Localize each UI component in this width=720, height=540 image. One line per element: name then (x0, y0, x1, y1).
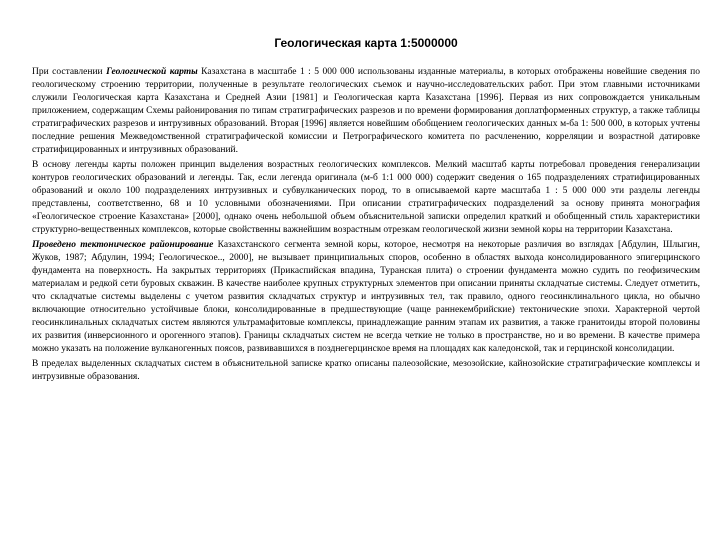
paragraph-2 (32, 159, 700, 237)
paragraph-3-text: Казахстанского сегмента земной коры, которое, несмотря на некоторые различия во взглядах [Абдулин, Шлыгин, Жуков, 1987; Абдулин, 1994; Геологическое.., 2000], не вызывает принципиальных споров, особенно в областях выхода консолидированного эпигерцинского фундамента на поверхность. На закрытых территориях (Прикаспийская впадина, Туранская плита) о строении фундамента можно судить по геофизическим материалам и редкой сети буровых скважин. В качестве наиболее крупных структурных элементов при описании приняты складчатые системы. Следует отметить, что складчатые системы выделены с учетом развития складчатых структур и интрузивных тел, так правило, одного геосинклинального цикла, но обычно включающие относительно устойчивые блоки, консолидированные в предшествующие (чаще раннекембрийские) тектонические эпохи. Характерной чертой геосинклинальных складчатых систем являются ультрамафитовые комплексы, принадлежащие ранним этапам их развития, а также гранитоиды второй половины их развития (инверсионного и орогенного этапов). Границы складчатых систем не всегда четкие не только в пространстве, но и во времени. В качестве примера можно указать на положение вулканогенных поясов, развивавшихся в позднегерцинское время на площадях как каледонской, так и герцинской консолидации. (32, 240, 701, 354)
paragraph-1 (32, 66, 700, 157)
document-page (32, 36, 700, 386)
paragraph-1-text: Казахстана в масштабе 1 : 5 000 000 использованы изданные материалы, в которых отображены новейшие сведения по геологическому строению территории, полученные в результате геологических съемок и научно-исследовательских работ. При этом главными источниками служили Геологическая карта Казахстана и Средней Азии [1981] и Геологическая карта Казахстана [1996]. Первая из них сопровождается уникальным приложением, содержащим Схемы районирования по типам стратиграфических разрезов и по времени формирования доплатформенных структур, а также таблицы стратиграфических разрезов и интрузивных образований. Вторая [1996] является новейшим обобщением геологических данных м-ба 1: 500 000, в которых учтены последние решения Межведомственной стратиграфической комиссии и Петрографического комитета по расчленению, корреляции и возрастной датировке стратифицированных и интрузивных образований. (32, 67, 700, 155)
paragraph-3 (32, 239, 700, 356)
paragraph-1-lead: Геологической карты (106, 67, 198, 77)
document-title: Геологическая карта 1:5000000 (274, 36, 458, 50)
paragraph-4 (32, 358, 700, 384)
paragraph-3-lead: Проведено тектоническое районирование (32, 240, 214, 250)
paragraph-1-pre: При составлении (32, 67, 107, 77)
paragraph-4-text: В пределах выделенных складчатых систем в объяснительной записке кратко описаны палеозойские, мезозойские, кайнозойские стратиграфические комплексы и интрузивные образования. (32, 359, 700, 382)
paragraph-2-text: В основу легенды карты положен принцип выделения возрастных геологических комплексов. Мелкий масштаб карты потребовал проведения генерализации контуров геологических образований и легенды. Так, если легенда оригинала (м-б 1:1 000 000) содержит сведения о 165 подразделениях стратифицированных образований и около 100 подразделениях интрузивных и субвулканических пород, то в описываемой карте масштаба 1 : 5 000 000 эти разделы легенды представлены, соответственно, 68 и 10 условными обозначениями. При описании стратиграфических подразделений за основу принята монография «Геологическое строение Казахстана» [2000], однако очень небольшой объем объяснительной записки определил краткий и обобщенный стиль характеристики структурно-вещественных комплексов, которые свойственны важнейшим возрастным отрезкам геологической жизни земной коры на территории Казахстана. (32, 160, 700, 235)
